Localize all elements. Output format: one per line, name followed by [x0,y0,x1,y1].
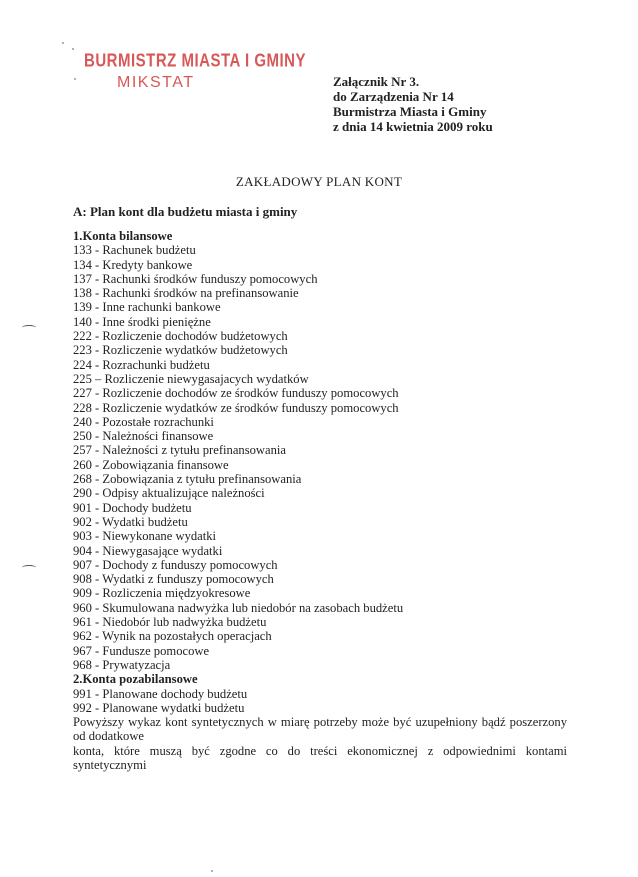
scan-speck [72,48,74,50]
note-paragraph-2: konta, które muszą być zgodne co do treści ekonomicznej z odpowiednimi kontami syntetycznymi [73,743,567,772]
account-entry: 902 - Wydatki budżetu [73,514,188,529]
account-entry: 290 - Odpisy aktualizujące należności [73,486,265,501]
account-entry: 961 - Niedobór lub nadwyżka budżetu [73,615,267,630]
balance-accounts-heading: 1.Konta bilansowe [73,229,173,243]
account-entry: 250 - Należności finansowe [73,429,214,444]
account-entry: 257 - Należności z tytułu prefinansowania [73,443,286,458]
account-entry: 134 - Kredyty bankowe [73,257,193,272]
account-entry: 133 - Rachunek budżetu [73,243,196,258]
account-entry: 138 - Rachunki środków na prefinansowanie [73,286,299,301]
margin-mark [22,325,36,330]
offbalance-accounts-heading: 2.Konta pozabilansowe [73,672,198,687]
document-title: ZAKŁADOWY PLAN KONT [235,174,403,189]
account-entry: 908 - Wydatki z funduszy pomocowych [73,572,274,587]
account-entry: 992 - Planowane wydatki budżetu [73,700,245,715]
annex-date: z dnia 14 kwietnia 2009 roku [333,119,493,134]
account-entry: 225 – Rozliczenie niewygasajacych wydatków [73,371,309,386]
balance-accounts [73,243,567,672]
account-entry: 227 - Rozliczenie dochodów ze środków funduszy pomocowych [73,386,399,401]
account-entry: 222 - Rozliczenie dochodów budżetowych [73,329,288,344]
account-entry: 260 - Zobowiązania finansowe [73,457,229,472]
margin-mark [22,565,36,570]
annex-issuer: Burmistrza Miasta i Gminy [333,104,487,119]
account-entry: 268 - Zobowiązania z tytułu prefinansowania [73,472,302,487]
note-paragraph-1: Powyższy wykaz kont syntetycznych w miarę potrzeby może być uzupełniony bądź poszerzony od dodatkowe [73,715,567,744]
account-entry: 137 - Rachunki środków funduszy pomocowych [73,271,318,286]
account-entry: 909 - Rozliczenia międzyokresowe [73,586,251,601]
scan-speck [74,78,76,80]
official-stamp [84,50,306,100]
account-entry: 967 - Fundusze pomocowe [73,643,210,658]
account-entry: 960 - Skumulowana nadwyżka lub niedobór na zasobach budżetu [73,600,404,615]
account-entry: 904 - Niewygasające wydatki [73,543,223,558]
account-entry: 991 - Planowane dochody budżetu [73,686,248,701]
annex-header [333,74,493,134]
stamp-line-1: BURMISTRZ MIASTA I GMINY [84,50,306,72]
account-entry: 962 - Wynik na pozostałych operacjach [73,629,272,644]
account-entry: 140 - Inne środki pieniężne [73,314,211,329]
scan-speck [62,42,64,44]
account-entry: 901 - Dochody budżetu [73,500,192,515]
account-entry: 240 - Pozostałe rozrachunki [73,414,214,429]
stamp-line-2: MIKSTAT [117,74,195,91]
annex-ordinance: do Zarządzenia Nr 14 [333,89,454,104]
section-a-heading: A: Plan kont dla budżetu miasta i gminy [73,204,298,219]
offbalance-accounts [73,687,567,716]
account-entry: 228 - Rozliczenie wydatków ze środków funduszy pomocowych [73,400,399,415]
account-list [73,229,567,772]
scan-speck [211,870,213,872]
account-entry: 224 - Rozrachunki budżetu [73,357,210,372]
account-entry: 139 - Inne rachunki bankowe [73,300,221,315]
annex-number: Załącznik Nr 3. [333,74,420,89]
account-entry: 903 - Niewykonane wydatki [73,529,217,544]
account-entry: 968 - Prywatyzacja [73,657,171,672]
account-entry: 907 - Dochody z funduszy pomocowych [73,557,278,572]
account-entry: 223 - Rozliczenie wydatków budżetowych [73,343,288,358]
